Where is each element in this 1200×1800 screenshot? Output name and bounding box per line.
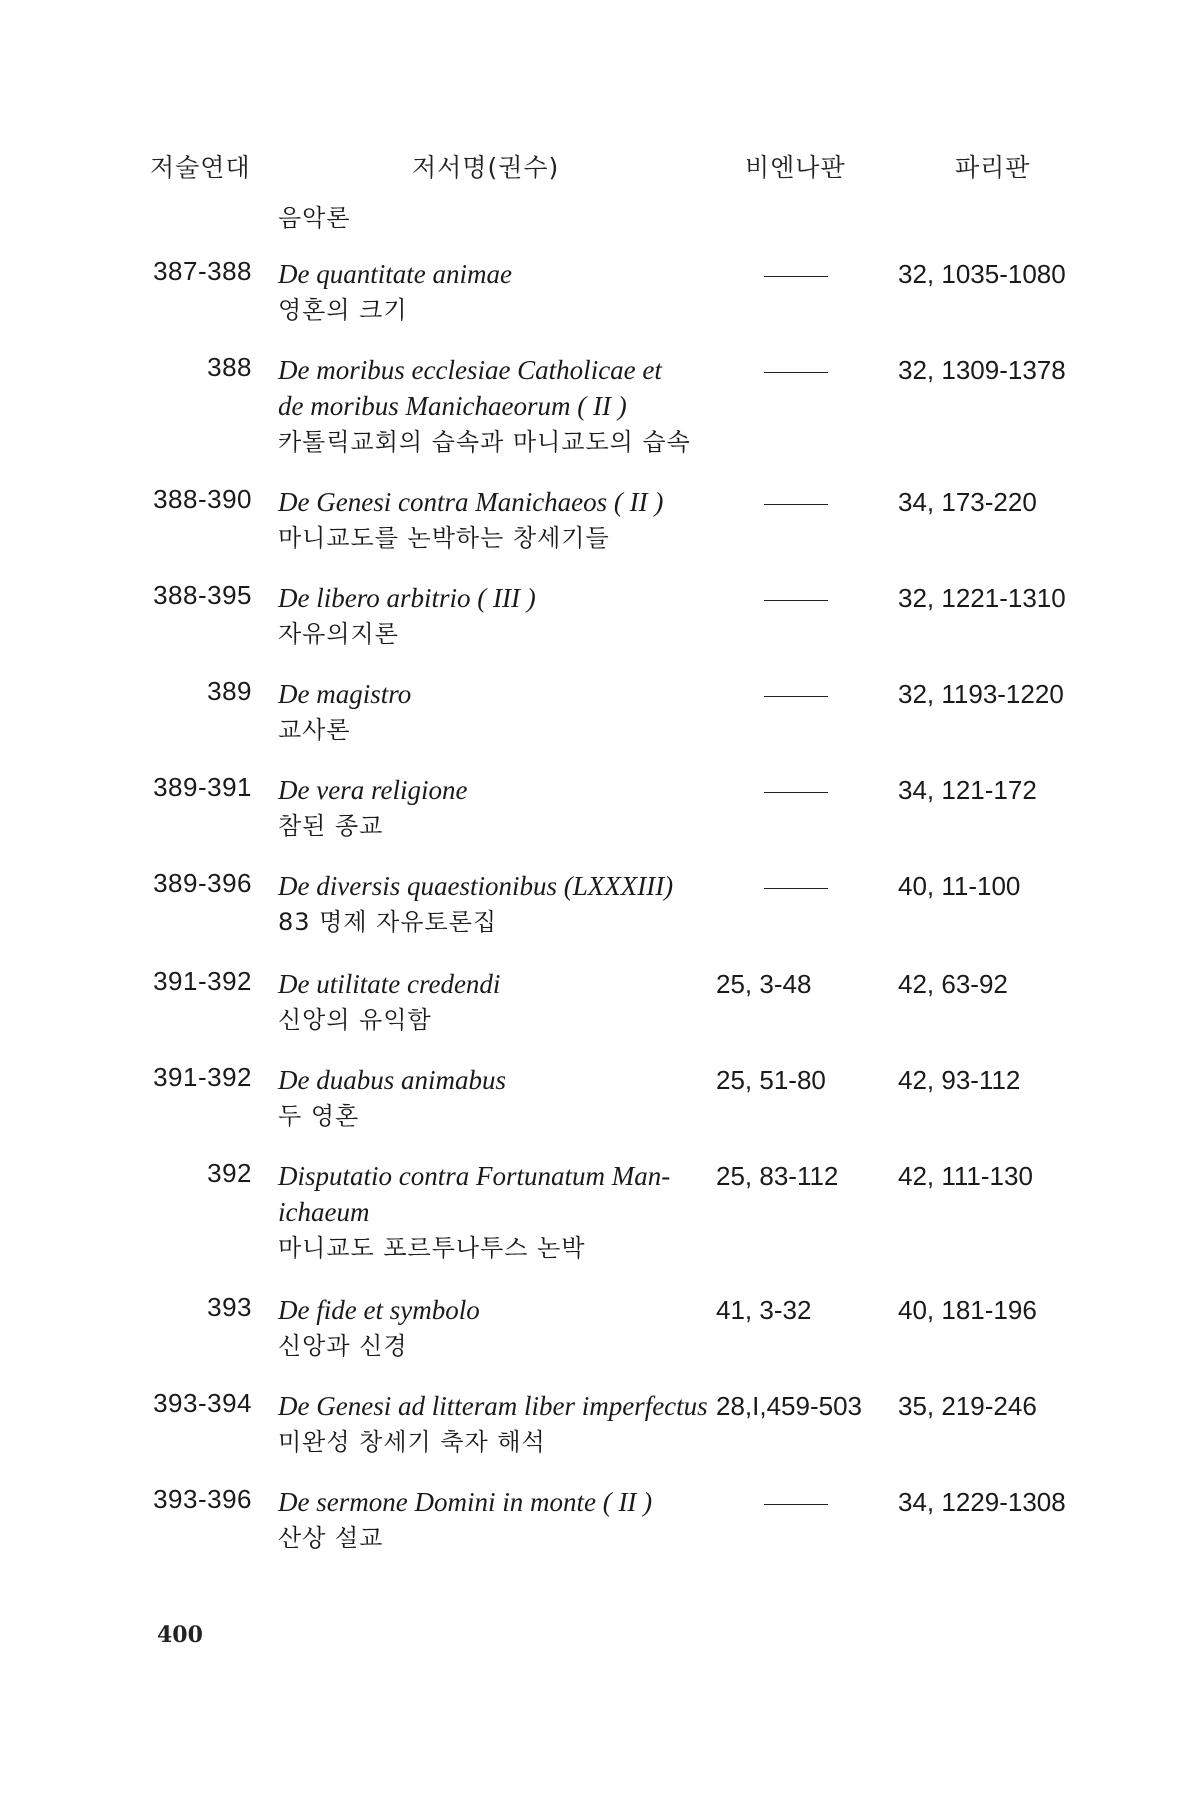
paris-edition-ref: 32, 1193-1220 <box>898 679 1064 709</box>
composition-year: 393 <box>207 1292 252 1322</box>
korean-title: 83 명제 자유토론집 <box>278 908 498 936</box>
paris-edition-ref: 34, 173-220 <box>898 487 1037 517</box>
work-title <box>278 256 708 328</box>
korean-title: 신앙의 유익함 <box>278 1006 432 1034</box>
korean-title: 마니교도 포르투나투스 논박 <box>278 1234 586 1262</box>
vienna-edition-ref: 41, 3-32 <box>716 1295 812 1325</box>
composition-year: 389-396 <box>153 868 252 898</box>
continued-korean-title: 음악론 <box>278 204 351 232</box>
korean-title: 미완성 창세기 축자 해석 <box>278 1428 546 1456</box>
dash-rule <box>764 504 828 505</box>
work-title <box>278 484 708 556</box>
work-title <box>278 1062 708 1134</box>
page-number: 400 <box>157 1622 203 1648</box>
latin-title-line: De Genesi ad litteram liber imperfectus <box>278 1391 708 1421</box>
latin-title-line: De duabus animabus <box>278 1065 506 1095</box>
dash-rule <box>764 696 828 697</box>
vienna-edition-ref <box>716 256 886 292</box>
work-title <box>278 966 708 1038</box>
vienna-edition-ref: 25, 51-80 <box>716 1065 826 1095</box>
vienna-edition-ref <box>716 1484 886 1520</box>
dash-rule <box>764 888 828 889</box>
latin-title-line: De diversis quaestionibus (LXXXIII) <box>278 871 674 901</box>
work-title <box>278 580 708 652</box>
vienna-edition-ref <box>716 868 886 904</box>
composition-year: 391-392 <box>153 966 252 996</box>
latin-title-line: De utilitate credendi <box>278 969 501 999</box>
dash-rule <box>764 600 828 601</box>
composition-year: 388 <box>207 352 252 382</box>
latin-title-line: De fide et symbolo <box>278 1295 480 1325</box>
korean-title: 두 영혼 <box>278 1102 360 1130</box>
korean-title: 마니교도를 논박하는 창세기들 <box>278 524 610 552</box>
work-title <box>278 1484 708 1556</box>
work-title <box>278 772 708 844</box>
latin-title-line: De moribus ecclesiae Catholicae et <box>278 355 662 385</box>
work-title <box>278 676 708 748</box>
dash-rule <box>764 1504 828 1505</box>
composition-year: 393-394 <box>153 1388 252 1418</box>
column-header-title: 저서명(권수) <box>412 153 560 182</box>
dash-rule <box>764 792 828 793</box>
work-title <box>278 1292 708 1364</box>
korean-title: 산상 설교 <box>278 1524 384 1552</box>
paris-edition-ref: 42, 63-92 <box>898 969 1008 999</box>
composition-year: 387-388 <box>153 256 252 286</box>
column-header-paris: 파리판 <box>955 153 1031 182</box>
composition-year: 389 <box>207 676 252 706</box>
composition-year: 388-395 <box>153 580 252 610</box>
latin-title-line: De sermone Domini in monte ( II ) <box>278 1487 653 1517</box>
composition-year: 388-390 <box>153 484 252 514</box>
korean-title: 참된 종교 <box>278 812 384 840</box>
korean-title: 신앙과 신경 <box>278 1332 408 1360</box>
composition-year: 393-396 <box>153 1484 252 1514</box>
work-title <box>278 868 708 940</box>
work-title <box>278 352 708 460</box>
composition-year: 389-391 <box>153 772 252 802</box>
column-header-vienna: 비엔나판 <box>745 153 846 182</box>
paris-edition-ref: 42, 111-130 <box>898 1161 1033 1191</box>
paris-edition-ref: 32, 1035-1080 <box>898 259 1066 289</box>
vienna-edition-ref: 28,I,459-503 <box>716 1391 863 1421</box>
work-title <box>278 1158 708 1266</box>
vienna-edition-ref <box>716 484 886 520</box>
vienna-edition-ref: 25, 3-48 <box>716 969 812 999</box>
work-title <box>278 1388 708 1460</box>
column-header-year: 저술연대 <box>150 153 251 182</box>
latin-title-line: de moribus Manichaeorum ( II ) <box>278 391 627 421</box>
latin-title-line: De quantitate animae <box>278 259 512 289</box>
latin-title-line: De libero arbitrio ( III ) <box>278 583 536 613</box>
paris-edition-ref: 35, 219-246 <box>898 1391 1037 1421</box>
dash-rule <box>764 372 828 373</box>
latin-title-line: De magistro <box>278 679 412 709</box>
vienna-edition-ref <box>716 352 886 388</box>
composition-year: 392 <box>207 1158 252 1188</box>
vienna-edition-ref <box>716 772 886 808</box>
korean-title: 영혼의 크기 <box>278 296 408 324</box>
korean-title: 카톨릭교회의 습속과 마니교도의 습속 <box>278 428 691 456</box>
composition-year: 391-392 <box>153 1062 252 1092</box>
latin-title-line: ichaeum <box>278 1197 370 1227</box>
paris-edition-ref: 34, 121-172 <box>898 775 1037 805</box>
vienna-edition-ref <box>716 580 886 616</box>
paris-edition-ref: 40, 11-100 <box>898 871 1021 901</box>
paris-edition-ref: 32, 1309-1378 <box>898 355 1066 385</box>
vienna-edition-ref <box>716 676 886 712</box>
latin-title-line: De Genesi contra Manichaeos ( II ) <box>278 487 664 517</box>
vienna-edition-ref: 25, 83-112 <box>716 1161 839 1191</box>
paris-edition-ref: 32, 1221-1310 <box>898 583 1066 613</box>
latin-title-line: Disputatio contra Fortunatum Man- <box>278 1161 671 1191</box>
korean-title: 교사론 <box>278 716 351 744</box>
dash-rule <box>764 276 828 277</box>
latin-title-line: De vera religione <box>278 775 468 805</box>
paris-edition-ref: 40, 181-196 <box>898 1295 1037 1325</box>
korean-title: 자유의지론 <box>278 620 399 648</box>
paris-edition-ref: 34, 1229-1308 <box>898 1487 1066 1517</box>
paris-edition-ref: 42, 93-112 <box>898 1065 1021 1095</box>
